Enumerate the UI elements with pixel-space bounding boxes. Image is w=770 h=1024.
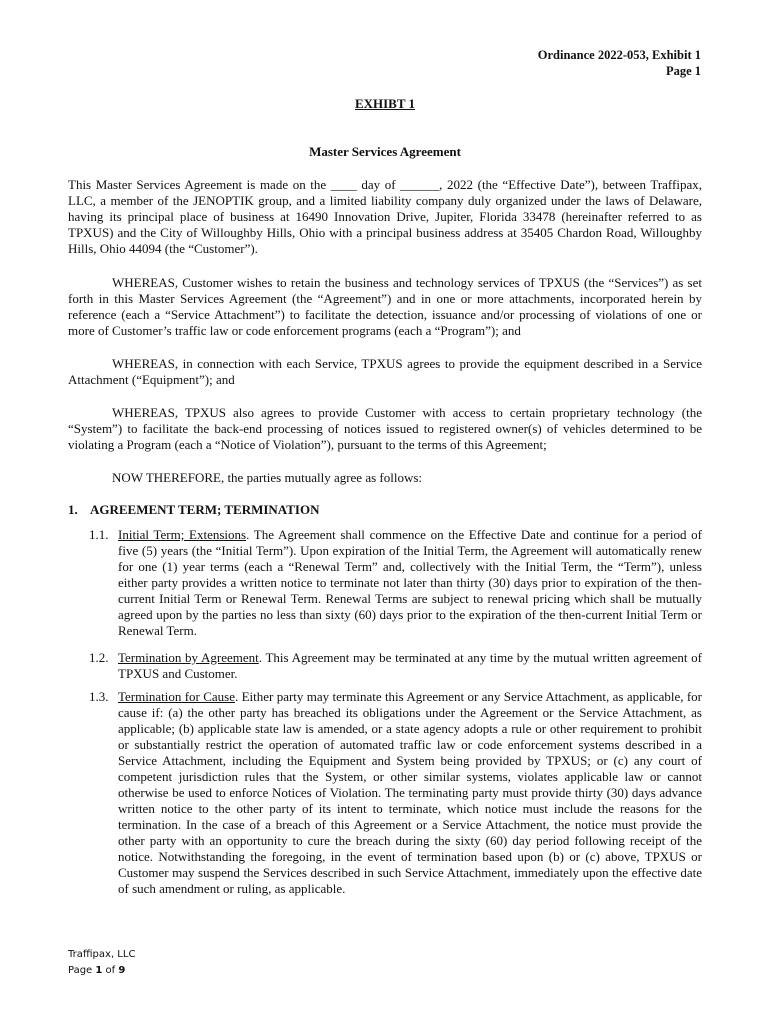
- footer-company: Traffipax, LLC: [68, 949, 136, 960]
- footer-total-pages: 9: [118, 965, 126, 976]
- clause-number: 1.3.: [89, 689, 109, 704]
- clause-text: . This Agreement may be terminated at any time by the mutual written agreement of TPXUS and Customer.: [118, 650, 702, 681]
- clause-text: . The Agreement shall commence on the Effective Date and continue for a period of five (5) years (the “Initial Term”). Upon expiration of the Initial Term, the Agreement will automatically renew for one (1) year terms (each a “Renewal Term” and, collectively with the Initial Term, the “Term”), unless either party provides a written notice to terminate not later than thirty (30) days prior to expiration of the then-current Initial Term or Renewal Term. Renewal Terms are subject to renewal pricing which shall be mutually agreed upon by the parties no less than sixty (60) days prior to the expiration of the then-current Initial Term or Renewal Term.: [118, 527, 702, 638]
- clause-number: 1.2.: [89, 650, 109, 665]
- footer-page-count: [68, 963, 135, 979]
- clause-heading: Termination for Cause: [118, 689, 235, 704]
- footer-current-page: 1: [95, 965, 103, 976]
- clause-1-1: [89, 527, 702, 639]
- clause-text: . Either party may terminate this Agreement or any Service Attachment, as applicable, for cause if: (a) the other party has breached its obligations under the Agreement or the Service Attachment, as applicable; (b) applicable state law is amended, or a state agency adopts a rule or other requirement to prohibit or substantially restrict the operation of automated traffic law or code enforcement systems described in a Service Attachment, including the Equipment and System being provided by TPXUS; or (c) any court of competent jurisdiction rules that the System, or other similar systems, violates applicable law or cannot otherwise be used to enforce Notices of Violation. The terminating party must provide thirty (30) days advance written notice to the other party of its intent to terminate, which notice must include the reasons for the termination. In the case of a breach of this Agreement or a Service Attachment, the notice must provide the other party with an opportunity to cure the breach during the sixty (60) day period following receipt of the notice. Notwithstanding the foregoing, in the event of termination based upon (b) or (c) above, TPXUS or Customer may suspend the Services described in such Service Attachment, immediately upon the effective date of such amendment or ruling, as applicable.: [118, 689, 702, 896]
- section-title: AGREEMENT TERM; TERMINATION: [90, 502, 320, 517]
- exhibit-title: EXHIBT 1: [354, 96, 416, 111]
- whereas-paragraph-1: WHEREAS, Customer wishes to retain the business and technology services of TPXUS (the “Services”) as set forth in this Master Services Agreement (the “Agreement”) and in one or more attachments, incorporated herein by reference (each a “Service Attachment”) to facilitate the detection, issuance and/or processing of violations of one or more of Customer’s traffic law or code enforcement programs (each a “Program”); and: [68, 275, 702, 338]
- header-page-number: Page 1: [665, 64, 701, 78]
- clause-number: 1.1.: [89, 527, 109, 542]
- page-header: [538, 47, 701, 79]
- ordinance-reference: Ordinance 2022-053, Exhibit 1: [537, 48, 701, 62]
- section-number: 1.: [68, 502, 78, 517]
- footer-page-label: Page: [68, 965, 96, 976]
- whereas-paragraph-2: WHEREAS, in connection with each Service, TPXUS agrees to provide the equipment described in a Service Attachment (“Equipment”); and: [68, 356, 702, 387]
- now-therefore-paragraph: NOW THEREFORE, the parties mutually agree as follows:: [112, 470, 423, 485]
- whereas-paragraph-3: WHEREAS, TPXUS also agrees to provide Customer with access to certain proprietary technology (the “System”) to facilitate the back-end processing of notices issued to registered owner(s) of vehicles determined to be violating a Program (each a “Notice of Violation”), pursuant to the terms of this Agreement;: [68, 405, 702, 452]
- document-title: Master Services Agreement: [309, 144, 461, 159]
- page-footer: [68, 947, 135, 979]
- section-1-heading: [68, 502, 319, 518]
- clause-heading: Initial Term; Extensions: [118, 527, 247, 542]
- clause-1-3: [89, 689, 702, 897]
- clause-1-2: [89, 650, 702, 682]
- footer-of-label: of: [102, 965, 119, 976]
- intro-paragraph: This Master Services Agreement is made on the ____ day of ______, 2022 (the “Effective Date”), between Traffipax, LLC, a member of the JENOPTIK group, and a limited liability company duly organized under the laws of Delaware, having its principal place of business at 16490 Innovation Drive, Jupiter, Florida 33478 (hereinafter referred to as TPXUS) and the City of Willoughby Hills, Ohio with a principal business address at 35405 Chardon Road, Willoughby Hills, Ohio 44094 (the “Customer”).: [68, 177, 702, 256]
- clause-heading: Termination by Agreement: [118, 650, 259, 665]
